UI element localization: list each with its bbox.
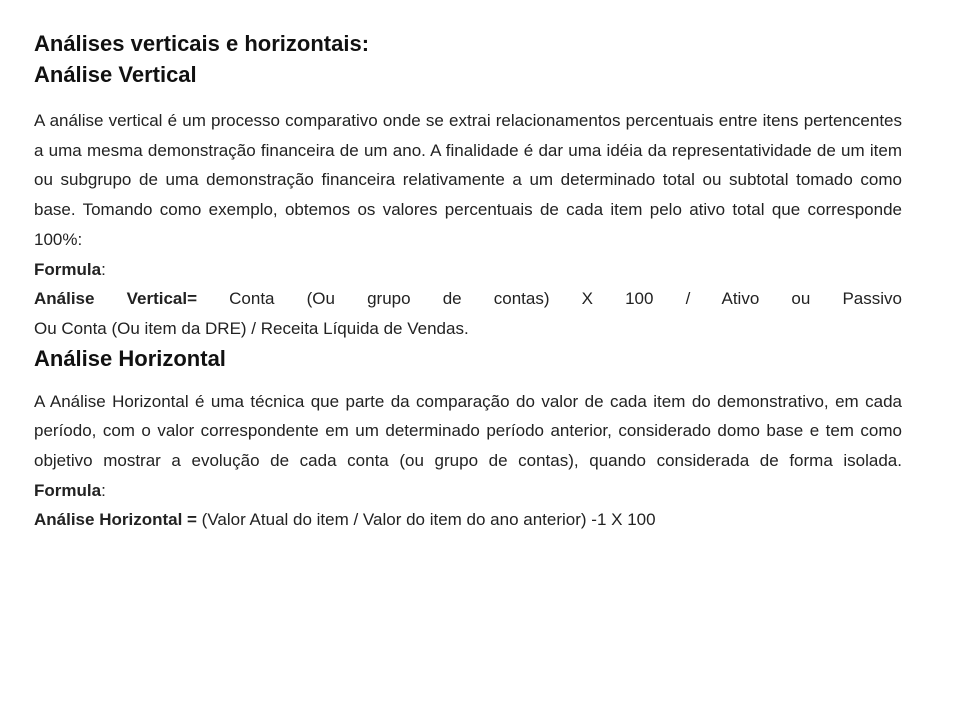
horizontal-formula-label-line <box>34 476 902 506</box>
horizontal-formula-colon: : <box>101 480 106 500</box>
horizontal-analysis-heading: Análise Horizontal <box>34 345 226 371</box>
vertical-formula-label-line <box>34 255 902 285</box>
horizontal-formula-expression: (Valor Atual do item / Valor do item do ano anterior) -1 X 100 <box>196 510 656 530</box>
vertical-formula-line-2: Ou Conta (Ou item da DRE) / Receita Líquida de Vendas. <box>34 318 469 338</box>
vertical-formula-colon: : <box>101 259 106 279</box>
horizontal-formula-label: Formula <box>34 480 102 500</box>
horizontal-formula-name: Análise Horizontal = <box>34 510 197 530</box>
horizontal-analysis-paragraph: A Análise Horizontal é uma técnica que parte da comparação do valor de cada item do demonstrativo, em cada período, com o valor correspondente em um determinado período anterior, considerado domo base e tem como objetivo mostrar a evolução de cada conta (ou grupo de contas), quando considerada de forma isolada. <box>34 391 902 471</box>
vertical-formula-line-1 <box>34 284 902 314</box>
section-vertical-analysis <box>34 60 902 344</box>
page-title: Análises verticais e horizontais: <box>34 31 370 56</box>
vertical-formula-name: Análise Vertical= <box>34 289 198 309</box>
document-page <box>34 28 902 535</box>
vertical-analysis-paragraph: A análise vertical é um processo comparativo onde se extrai relacionamentos percentuais entre itens pertencentes a uma mesma demonstração financeira de um ano. A finalidade é dar uma idéia da representatividade de um item ou subgrupo de uma demonstração financeira relativamente a um determinado total ou subtotal tomado como base. Tomando como exemplo, obtemos os valores percentuais de cada item pelo ativo total que corresponde 100%: <box>34 111 902 249</box>
vertical-analysis-heading: Análise Vertical <box>34 62 197 87</box>
vertical-formula-expression-1: Conta (Ou grupo de contas) X 100 / Ativo ou Passivo <box>197 289 902 309</box>
section-horizontal-analysis <box>34 344 902 536</box>
vertical-formula-label: Formula <box>34 259 102 279</box>
horizontal-formula-line <box>34 505 902 535</box>
